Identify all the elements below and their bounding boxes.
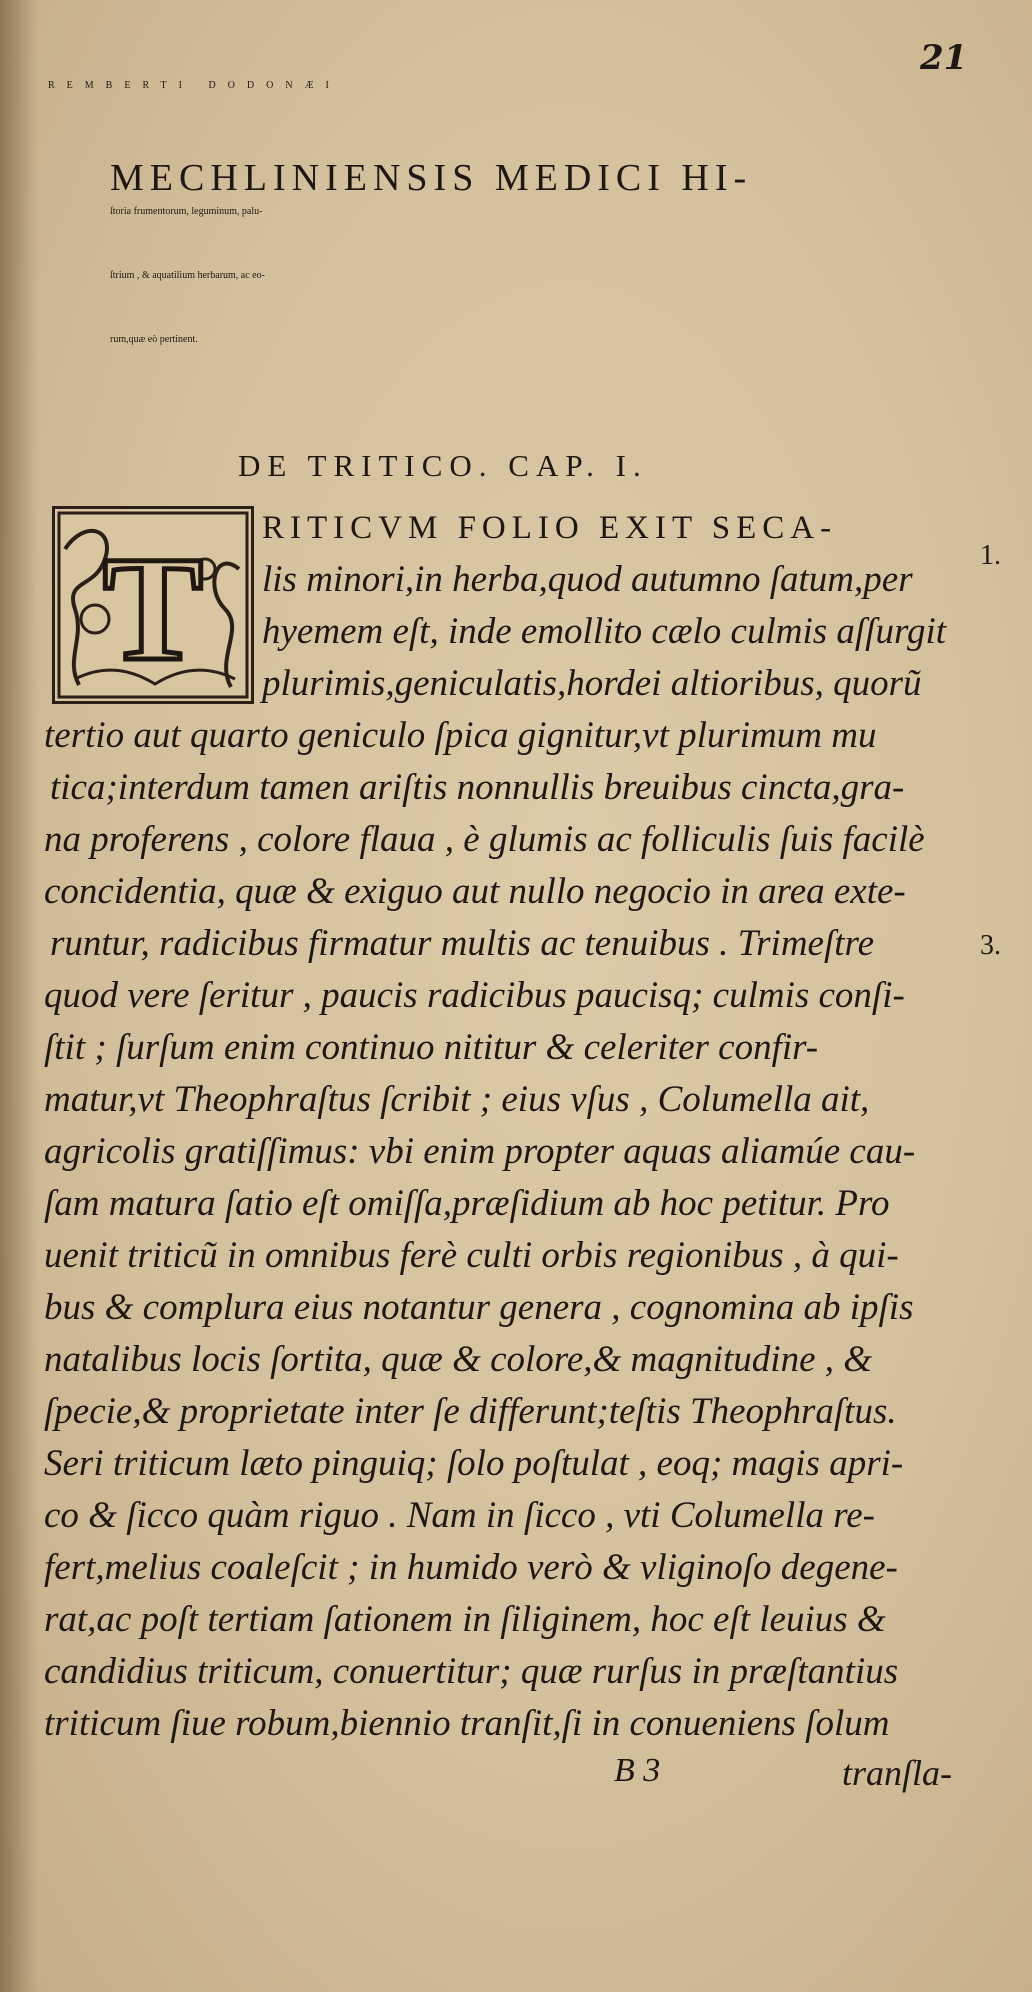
signature-mark: B 3 [614,1752,661,1789]
body-line: candidius triticum, conuertitur; quæ rurſus in præſtantius [44,1651,899,1692]
page-number: 21 [920,38,968,78]
intro-line: ſtrium , & aquatilium herbarum, ac eo- [110,270,265,281]
body-line: matur,vt Theophraſtus ſcribit ; eius vſus , Columella ait, [44,1079,870,1120]
page-subtitle: MECHLINIENSIS MEDICI HI- [110,157,753,199]
body-line: natalibus locis ſortita, quæ & colore,& magnitudine , & [44,1339,873,1380]
drop-line: plurimis,geniculatis,hordei altioribus, quorũ [262,663,922,704]
body-line: bus & complura eius notantur genera , cognomina ab ipſis [44,1287,914,1328]
body-line: quod vere ſeritur , paucis radicibus paucisq; culmis conſi- [44,975,905,1016]
page-title: REMBERTI DODONÆI [48,80,341,91]
intro-line: rum,quæ eò pertinent. [110,334,198,345]
margin-note: 1. [980,540,1001,571]
body-line: agricolis gratiſſimus: vbi enim propter aquas aliamúe cau- [44,1131,916,1172]
catchword: tranſla- [842,1753,953,1793]
body-line: fert,melius coaleſcit ; in humido verò & vliginoſo degene- [44,1547,898,1588]
body-line: co & ſicco quàm riguo . Nam in ſicco , vti Columella re- [44,1495,876,1536]
body-line: runtur, radicibus firmatur multis ac tenuibus . Trimeſtre [50,923,874,964]
first-line-capitals: RITICVM FOLIO EXIT SECA- [262,510,838,546]
body-line: tertio aut quarto geniculo ſpica gignitur,vt plurimum mu [44,715,877,756]
body-line: tica;interdum tamen ariſtis nonnullis breuibus cincta,gra- [50,767,905,808]
body-line: concidentia, quæ & exiguo aut nullo negocio in area exte- [44,871,906,912]
body-line: triticum ſiue robum,biennio tranſit,ſi in conueniens ſolum [44,1703,890,1744]
drop-cap-initial [52,506,254,704]
margin-note: 3. [980,930,1001,961]
chapter-heading: DE TRITICO. CAP. I. [238,448,648,483]
body-line: Seri triticum læto pinguiq; ſolo poſtulat , eoq; magis apri- [44,1443,904,1484]
drop-cap-letter: T [102,526,204,692]
intro-line: ſtoria frumentorum, leguminum, palu- [110,206,263,217]
body-line: ſpecie,& proprietate inter ſe differunt;teſtis Theophraſtus. [44,1391,897,1432]
drop-line: hyemem eſt, inde emollito cælo culmis aſſurgit [262,611,947,652]
body-line: rat,ac poſt tertiam ſationem in ſiliginem, hoc eſt leuius & [44,1599,886,1640]
body-line: ſtit ; ſurſum enim continuo nititur & celeriter confir- [44,1027,819,1068]
ornament-initial-icon [55,509,251,701]
body-line: ſam matura ſatio eſt omiſſa,præſidium ab hoc petitur. Pro [44,1183,890,1224]
drop-line: lis minori,in herba,quod autumno ſatum,per [262,559,913,600]
body-line: uenit triticũ in omnibus ferè culti orbis regionibus , à qui- [44,1235,899,1276]
body-line: na proferens , colore flaua , è glumis ac folliculis ſuis facilè [44,819,925,860]
